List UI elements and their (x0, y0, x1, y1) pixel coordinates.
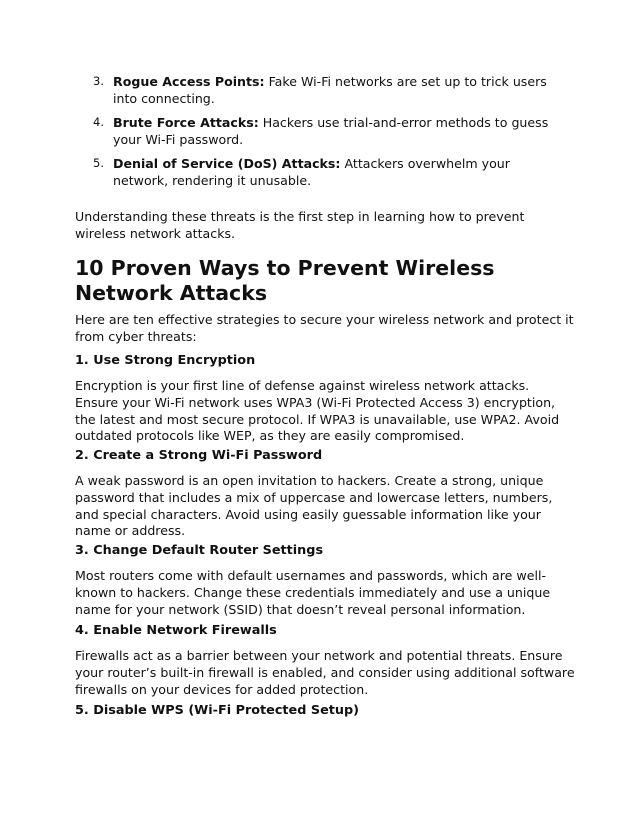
threat-term: Rogue Access Points: (113, 74, 265, 89)
threat-description: Attackers overwhelm your network, rendering it unusable. (113, 156, 510, 188)
threat-term: Brute Force Attacks: (113, 115, 259, 130)
intro-paragraph: Here are ten effective strategies to secure your wireless network and protect it from cyber threats: (75, 312, 574, 344)
section-body-firewalls: Firewalls act as a barrier between your network and potential threats. Ensure your router’s built-in firewall is enabled, and consider using additional software firewalls on your devices for added protection. (75, 648, 575, 697)
threat-item-denial-of-service (93, 155, 563, 189)
understanding-paragraph: Understanding these threats is the first step in learning how to prevent wireless network attacks. (75, 209, 525, 241)
section-body-strong-encryption: Encryption is your first line of defense against wireless network attacks. Ensure your Wi-Fi network uses WPA3 (Wi-Fi Protected Access 3) encryption, the latest and most secure protocol. If WPA3 is unavailable, use WPA2. Avoid outdated protocols like WEP, as they are easily compromised. (75, 378, 560, 444)
section-heading-strong-encryption: 1. Use Strong Encryption (75, 353, 256, 368)
threat-item-brute-force-attacks (93, 114, 563, 148)
section-heading-disable-wps: 5. Disable WPS (Wi-Fi Protected Setup) (75, 703, 359, 718)
section-body-router-settings: Most routers come with default usernames and passwords, which are well-known to hackers. Change these credentials immediately and use a unique name for your network (SSID) that doesn’t reveal personal information. (75, 568, 551, 617)
threat-description: Fake Wi-Fi networks are set up to trick users into connecting. (113, 74, 547, 106)
list-number: 4. (93, 115, 104, 129)
section-heading-firewalls: 4. Enable Network Firewalls (75, 623, 277, 638)
section-heading-strong-password: 2. Create a Strong Wi-Fi Password (75, 448, 323, 463)
threat-list (93, 73, 563, 196)
section-heading-router-settings: 3. Change Default Router Settings (75, 543, 324, 558)
main-heading: 10 Proven Ways to Prevent Wireless Network Attacks (75, 256, 495, 305)
list-number: 5. (93, 156, 104, 170)
list-number: 3. (93, 74, 104, 88)
threat-item-rogue-access-points (93, 73, 563, 107)
threat-term: Denial of Service (DoS) Attacks: (113, 156, 341, 171)
section-body-strong-password: A weak password is an open invitation to hackers. Create a strong, unique password that includes a mix of uppercase and lowercase letters, numbers, and special characters. Avoid using easily guessable information like your name or address. (75, 473, 553, 539)
threat-description: Hackers use trial-and-error methods to guess your Wi-Fi password. (113, 115, 549, 147)
